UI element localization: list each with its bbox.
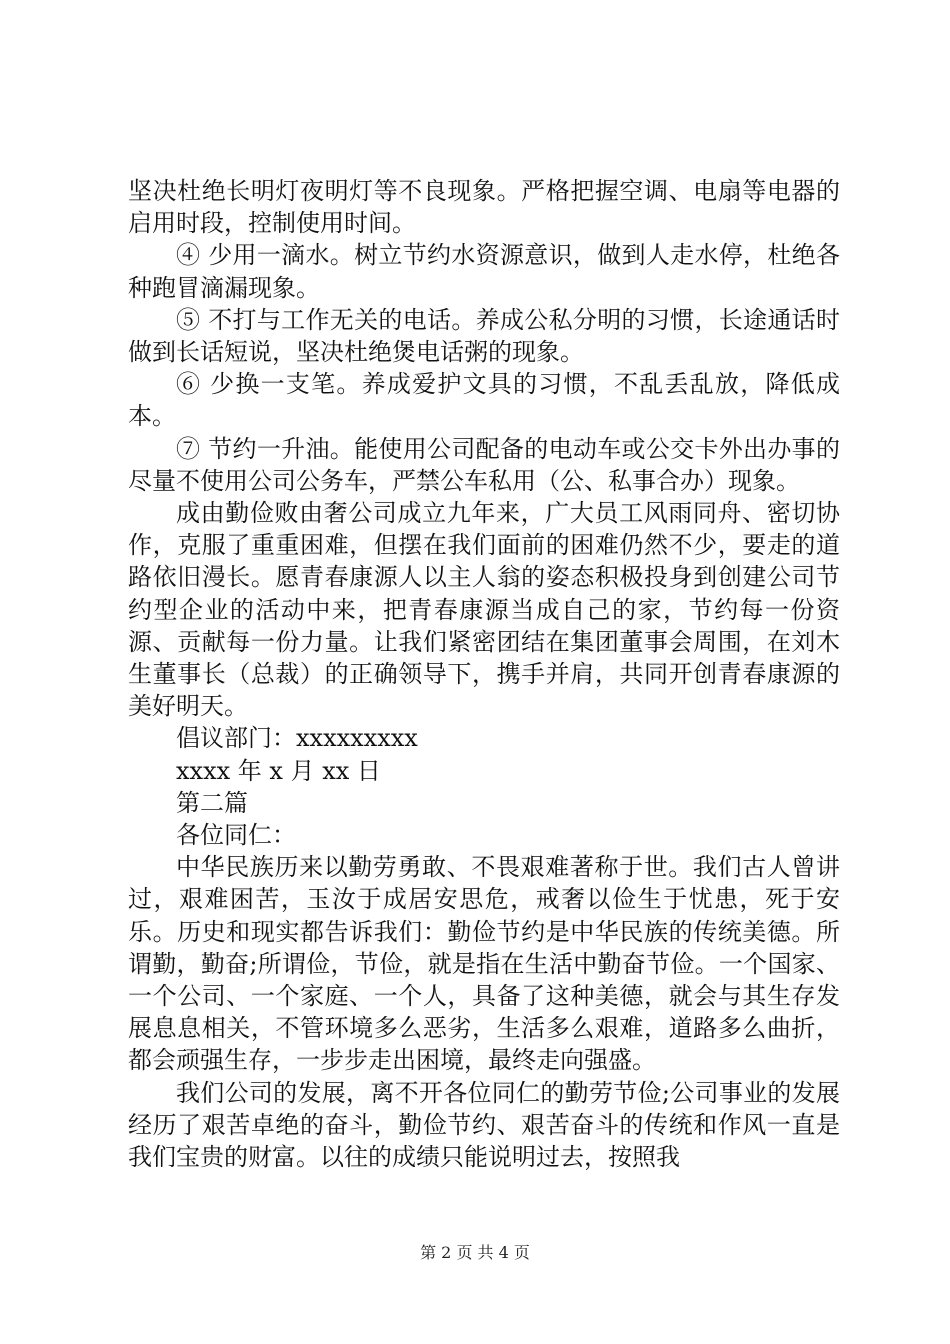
paragraph-4: ⑥ 少换一支笔。养成爱护文具的习惯，不乱丢乱放，降低成本。 — [128, 370, 840, 431]
paragraph-7: 中华民族历来以勤劳勇敢、不畏艰难著称于世。我们古人曾讲过，艰难困苦，玉汝于成居安思危，戒奢以俭生于忧患，死于安乐。历史和现实都告诉我们：勤俭节约是中华民族的传统美德。所谓勤，勤奋;所谓俭，节俭，就是指在生活中勤奋节俭。一个国家、一个公司、一个家庭、一个人，具备了这种美德，就会与其生存发展息息相关，不管环境多么恶劣，生活多么艰难，道路多么曲折，都会顽强生存，一步步走出困境，最终走向强盛。 — [128, 853, 840, 1075]
date-line: xxxx 年 x 月 xx 日 — [176, 756, 381, 785]
paragraph-5: ⑦ 节约一升油。能使用公司配备的电动车或公交卡外出办事的尽量不使用公司公务车，严禁公车私用（公、私事合办）现象。 — [128, 434, 840, 495]
paragraph-6: 成由勤俭败由奢公司成立九年来，广大员工风雨同舟、密切协作，克服了重重困难，但摆在我们面前的困难仍然不少，要走的道路依旧漫长。愿青春康源人以主人翁的姿态积极投身到创建公司节约型企业的活动中来，把青春康源当成自己的家，节约每一份资源、贡献每一份力量。让我们紧密团结在集团董事会周围，在刘木生董事长（总裁）的正确领导下，携手并肩，共同开创青春康源的美好明天。 — [128, 499, 840, 721]
paragraph-8: 我们公司的发展，离不开各位同仁的勤劳节俭;公司事业的发展经历了艰苦卓绝的奋斗，勤俭节约、艰苦奋斗的传统和作风一直是我们宝贵的财富。以往的成绩只能说明过去，按照我 — [128, 1078, 840, 1172]
paragraph-1: 坚决杜绝长明灯夜明灯等不良现象。严格把握空调、电扇等电器的启用时段，控制使用时间。 — [128, 177, 840, 238]
section-heading: 第二篇 — [176, 788, 248, 817]
document-body — [128, 175, 840, 1173]
paragraph-3: ⑤ 不打与工作无关的电话。养成公私分明的习惯，长途通话时做到长话短说，坚决杜绝煲电话粥的现象。 — [128, 305, 840, 367]
page-footer: 第 2 页 共 4 页 — [420, 1243, 530, 1262]
salutation: 各位同仁： — [176, 821, 296, 850]
paragraph-2: ④ 少用一滴水。树立节约水资源意识，做到人走水停，杜绝各种跑冒滴漏现象。 — [128, 241, 840, 302]
proposing-department: 倡议部门：xxxxxxxxx — [176, 724, 418, 753]
